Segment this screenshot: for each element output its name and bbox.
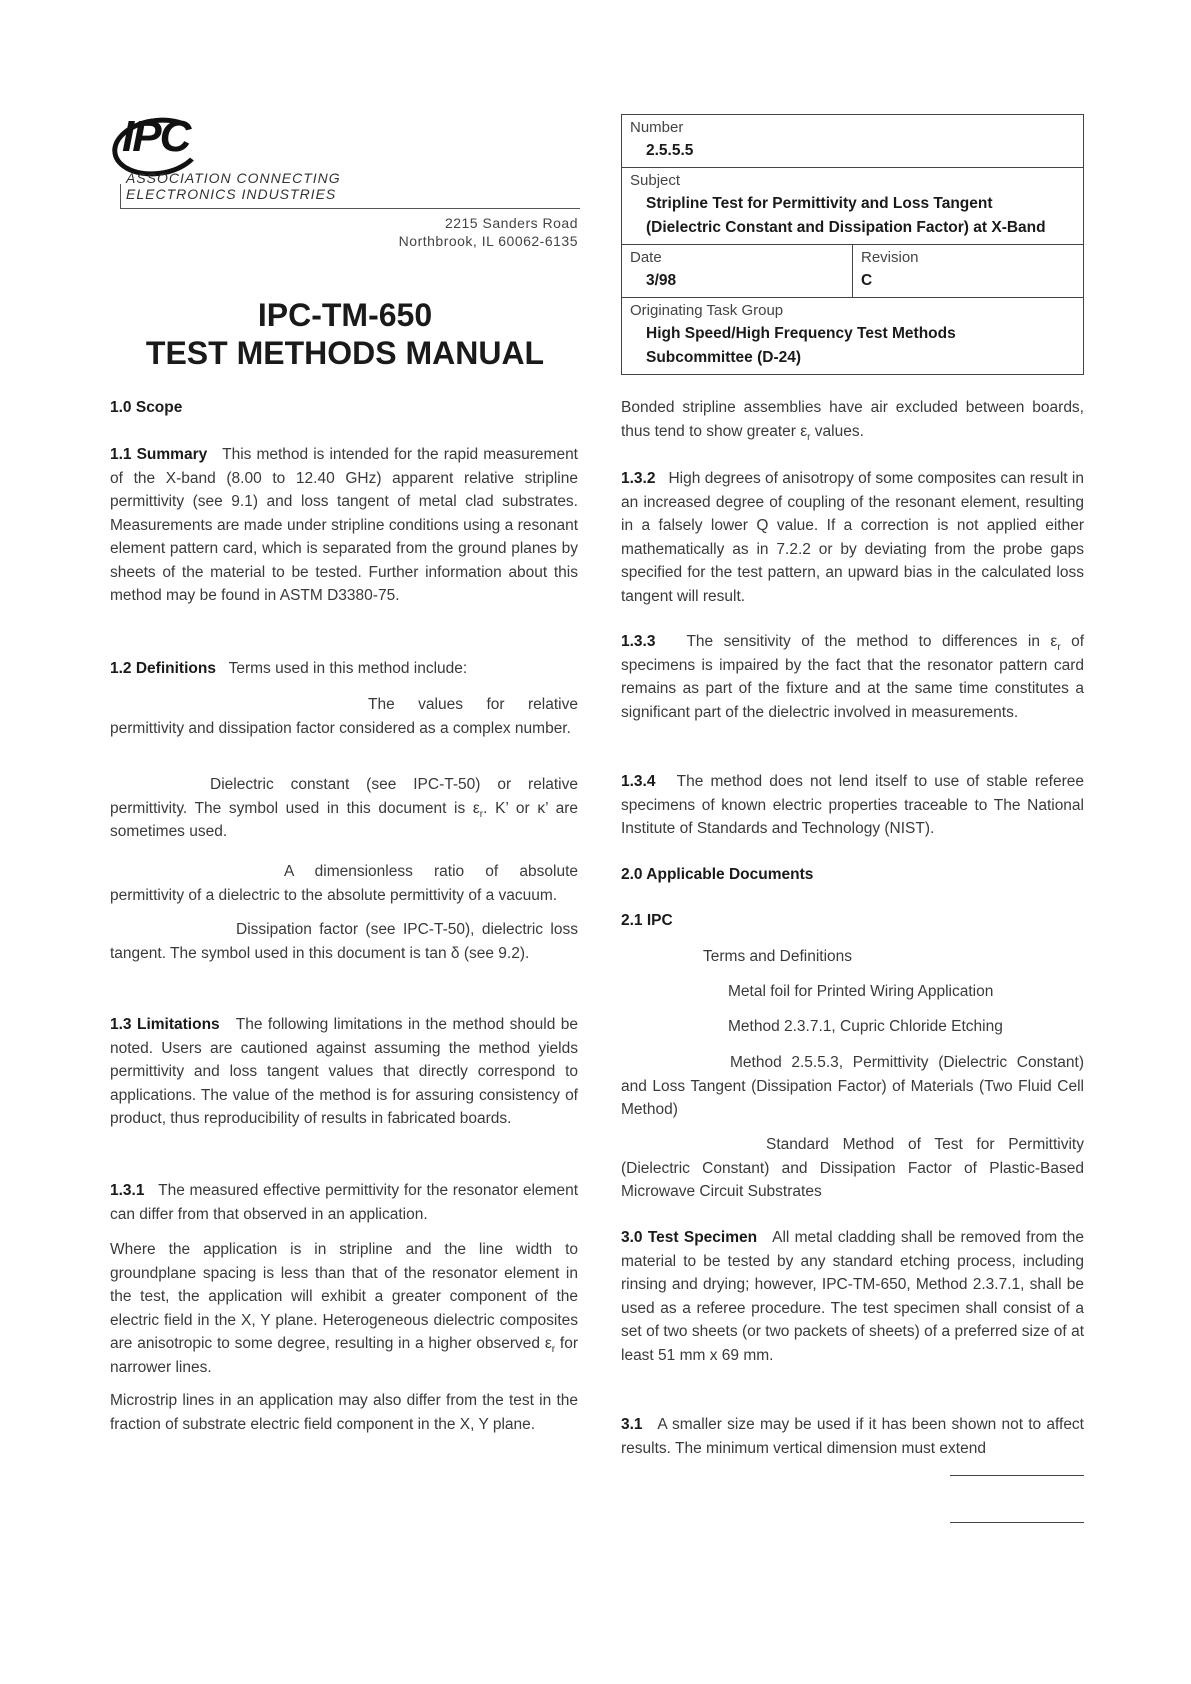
title-line2: TEST METHODS MANUAL <box>145 335 545 371</box>
section-heading: 1.3 Limitations <box>110 1016 220 1033</box>
document-ref-2-5-5-3: Method 2.5.5.3, Permittivity (Dielectric Constant) and Loss Tangent (Dissipation Factor) of Materials (Two Fluid Cell Method) <box>621 1054 1084 1118</box>
paragraph-text: Where the application is in stripline and the line width to groundplane spacing is less than that of the resonator element in the test, the application will exhibit a greater component of the electric field in the X, Y plane. Heterogeneous dielectric composites are anisotropic to some degree, resulting in a higher observed ε <box>110 1241 578 1352</box>
definition-dielectric-constant <box>110 773 578 844</box>
number-value: 2.5.5.5 <box>646 142 694 159</box>
subscript: r <box>551 1344 556 1356</box>
paragraph-limitations <box>110 1013 578 1131</box>
section-heading: 1.3.1 <box>110 1182 145 1199</box>
paragraph-text: This method is intended for the rapid measurement of the X-band (8.00 to 12.40 GHz) apparent relative stripline permittivity (see 9.1) and loss tangent of metal clad substrates. Measurements are made under stripline conditions using a resonant element pattern card, which is separated from the ground planes by sheets of the material to be tested. Further information about this method may be found in ASTM D3380-75. <box>110 446 578 604</box>
section-heading: 3.1 <box>621 1416 643 1433</box>
subject-line2: (Dielectric Constant and Dissipation Factor) at X-Band <box>646 219 1046 236</box>
address-line1: 2215 Sanders Road <box>444 215 578 231</box>
section-heading: 1.3.3 <box>621 633 656 650</box>
address-line2: Northbrook, IL 60062-6135 <box>398 233 578 249</box>
footer-rule-1 <box>950 1475 1084 1476</box>
paragraph-text: values. <box>810 422 864 440</box>
definition-relative-permittivity: A dimensionless ratio of absolute permittivity of a dielectric to the absolute permittivity of a vacuum. <box>110 863 578 904</box>
paragraph-text: Terms used in this method include: <box>228 660 468 677</box>
section-heading: 1.2 Definitions <box>110 660 216 677</box>
definition-complex-permittivity: The values for relative permittivity and dissipation factor considered as a complex number. <box>110 696 578 737</box>
subscript: r <box>479 808 484 820</box>
document-ref-astm: Standard Method of Test for Permittivity (Dielectric Constant) and Dissipation Factor of Plastic-Based Microwave Circuit Substrates <box>621 1136 1084 1200</box>
definition-loss-tangent: Dissipation factor (see IPC-T-50), dielectric loss tangent. The symbol used in this document is tan δ (see 9.2). <box>110 921 578 962</box>
paragraph-stripline-application <box>110 1238 578 1379</box>
section-heading: 3.0 Test Specimen <box>621 1229 758 1246</box>
task-group-line1: High Speed/High Frequency Test Methods <box>646 325 956 342</box>
paragraph-text: High degrees of anisotropy of some composites can result in an increased degree of coupling of the resonant element, resulting in a falsely lower Q value. If a correction is not applied either mathematically as in 7.2.2 or by deviating from the probe gaps specified for the test pattern, an upward bias in the calculated loss tangent will result. <box>621 470 1084 605</box>
logo-tagline <box>126 170 341 202</box>
document-info-table <box>621 114 1084 375</box>
logo-divider <box>120 184 121 209</box>
logo-text: IPC <box>122 112 190 161</box>
paragraph-microstrip: Microstrip lines in an application may also differ from the test in the fraction of substrate electric field component in the X, Y plane. <box>110 1392 578 1433</box>
tagline-line1: ASSOCIATION CONNECTING <box>126 170 341 186</box>
paragraph-1-3-3 <box>621 630 1084 724</box>
paragraph-text: The measured effective permittivity for the resonator element can differ from that observed in an application. <box>110 1182 579 1223</box>
address <box>300 214 578 250</box>
subject-cell <box>622 168 1084 245</box>
revision-label: Revision <box>861 249 919 266</box>
section-heading: 1.1 Summary <box>110 446 208 463</box>
page-title <box>110 296 580 372</box>
subscript: r <box>1057 642 1061 654</box>
task-group-cell <box>622 298 1084 375</box>
paragraph-summary <box>110 443 578 608</box>
paragraph-3-1 <box>621 1413 1084 1460</box>
paragraph-1-3-4 <box>621 770 1084 841</box>
document-ref-metal-foil: Metal foil for Printed Wiring Application <box>728 983 994 1000</box>
paragraph-text: A smaller size may be used if it has been shown not to affect results. The minimum vertical dimension must extend <box>621 1416 1084 1457</box>
date-cell <box>622 245 853 298</box>
tagline-line2: ELECTRONICS INDUSTRIES <box>126 186 337 202</box>
section-heading-scope: 1.0 Scope <box>110 399 183 416</box>
paragraph-bonded <box>621 396 1084 443</box>
date-value: 3/98 <box>646 272 677 289</box>
section-heading-applicable-documents: 2.0 Applicable Documents <box>621 866 814 883</box>
paragraph-text: All metal cladding shall be removed from the material to be tested by any standard etching process, including rinsing and drying; however, IPC-TM-650, Method 2.3.7.1, shall be used as a referee procedure. The test specimen shall consist of a set of two sheets (or two packets of sheets) of a preferred size of at least 51 mm x 69 mm. <box>621 1229 1084 1364</box>
document-ref-2-3-7-1: Method 2.3.7.1, Cupric Chloride Etching <box>728 1018 1003 1035</box>
task-group-label: Originating Task Group <box>630 302 784 319</box>
number-cell <box>622 115 1084 168</box>
footer-rule-2 <box>950 1522 1084 1523</box>
paragraph-text: The sensitivity of the method to differences in ε <box>686 633 1058 650</box>
paragraph-text: The method does not lend itself to use of stable referee specimens of known electric properties traceable to The National Institute of Standards and Technology (NIST). <box>621 773 1085 837</box>
paragraph-definitions <box>110 657 578 681</box>
paragraph-text: of specimens is impaired by the fact that the resonator pattern card remains as part of the fixture and at the same time constitutes a significant part of the dielectric involved in measurements. <box>621 633 1085 721</box>
section-heading: 1.3.2 <box>621 470 656 487</box>
title-line1: IPC-TM-650 <box>257 297 433 333</box>
section-heading-ipc: 2.1 IPC <box>621 912 673 929</box>
logo-rule <box>120 208 580 209</box>
section-heading: 1.3.4 <box>621 773 656 790</box>
ipc-logo <box>110 112 580 212</box>
definition-text: . K’ or κ’ are sometimes used. <box>110 799 578 840</box>
number-label: Number <box>630 119 684 136</box>
task-group-line2: Subcommittee (D-24) <box>646 349 802 366</box>
paragraph-text: for narrower lines. <box>110 1335 578 1376</box>
paragraph-1-3-1 <box>110 1179 578 1226</box>
subject-line1: Stripline Test for Permittivity and Loss Tangent <box>646 195 993 212</box>
paragraph-1-3-2 <box>621 467 1084 608</box>
revision-value: C <box>861 272 873 289</box>
subscript: r <box>807 431 811 443</box>
date-label: Date <box>630 249 662 266</box>
paragraph-text: The following limitations in the method should be noted. Users are cautioned against assuming the method yields permittivity and loss tangent values that directly correspond to applications. The value of the method is for assuring consistency of product, thus reproducibility of results in fabricated boards. <box>110 1016 579 1127</box>
document-ref-terms: Terms and Definitions <box>703 948 853 965</box>
subject-label: Subject <box>630 172 681 189</box>
paragraph-test-specimen <box>621 1226 1084 1367</box>
definition-text: Dielectric constant (see IPC-T-50) or relative permittivity. The symbol used in this document is ε <box>110 776 578 817</box>
revision-cell <box>853 245 1084 298</box>
paragraph-text: Bonded stripline assemblies have air excluded between boards, thus tend to show greater ε <box>621 399 1084 440</box>
